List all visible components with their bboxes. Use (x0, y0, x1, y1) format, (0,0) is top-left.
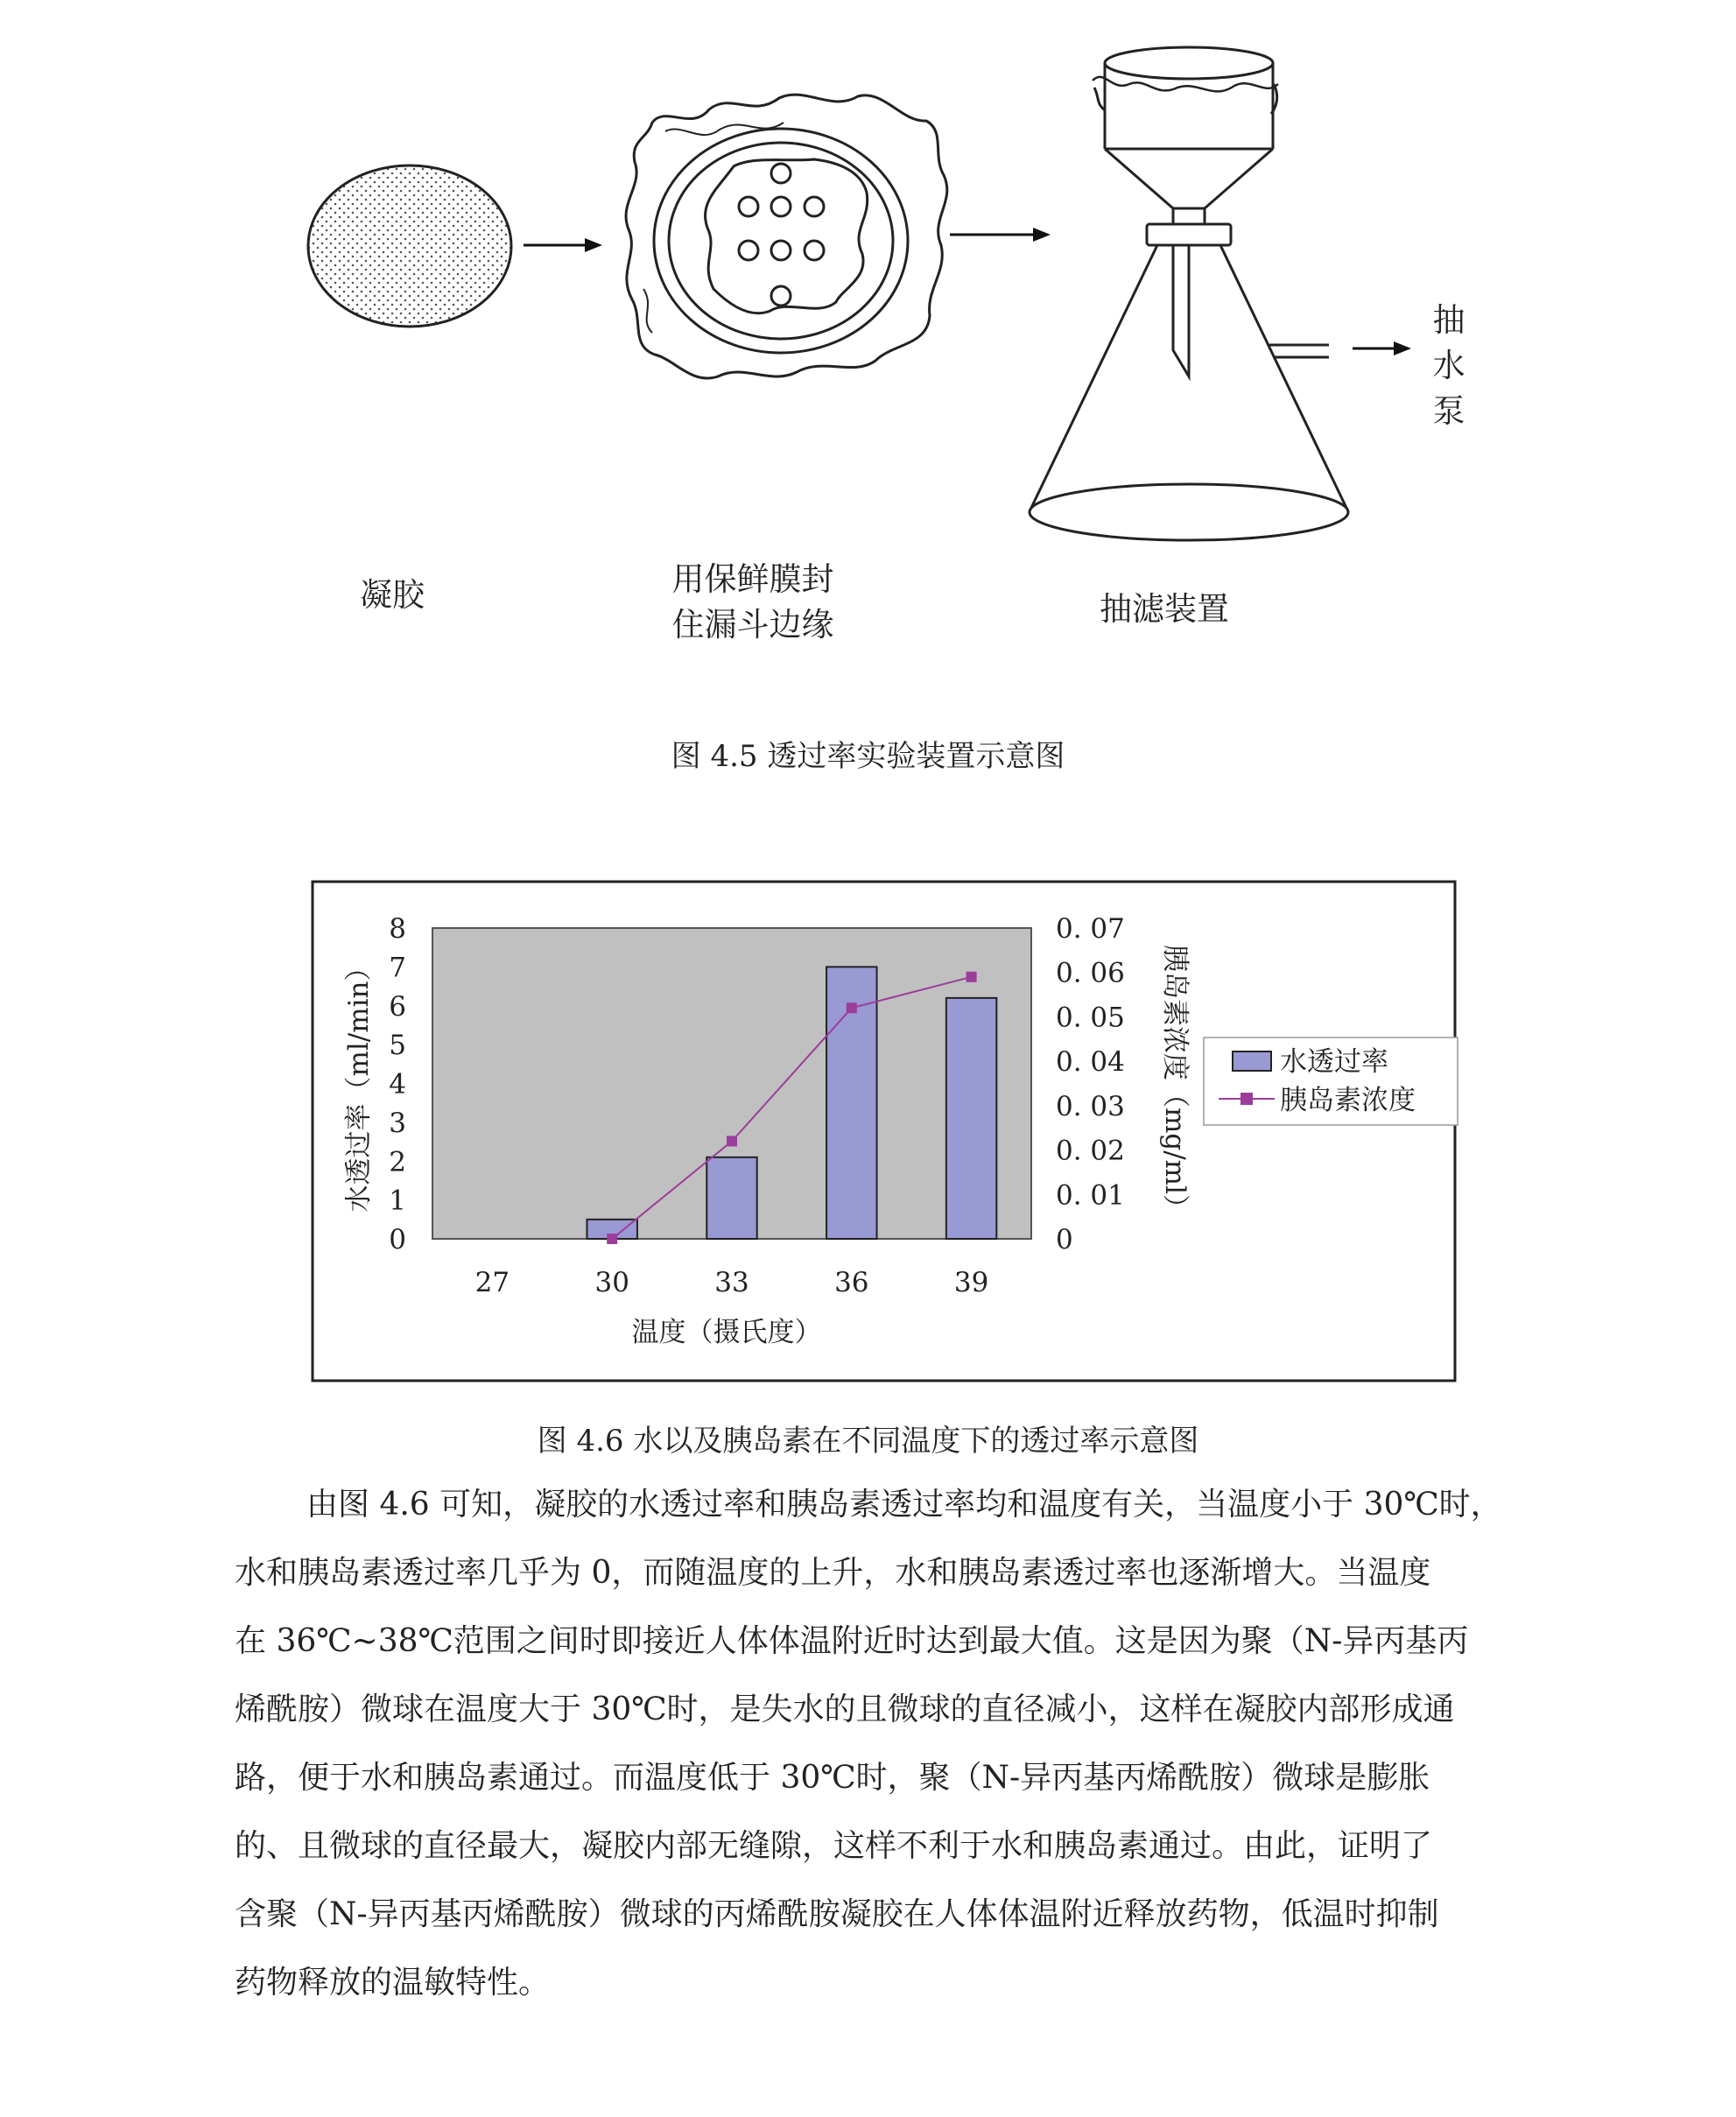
y-left-tick-label: 7 (389, 952, 406, 984)
arrow-right-icon (950, 228, 1051, 242)
suction-filter-apparatus-icon (1030, 47, 1348, 540)
y-right-tick-label: 0. 06 (1056, 957, 1125, 989)
y-right-tick-label: 0. 04 (1056, 1046, 1125, 1079)
legend-line-label: 胰岛素浓度 (1280, 1085, 1416, 1116)
legend-bar-swatch (1233, 1051, 1271, 1071)
y-left-tick-label: 4 (389, 1068, 406, 1101)
paragraph-line: 药物释放的温敏特性。 (235, 1965, 551, 2001)
x-tick-label: 33 (714, 1267, 749, 1298)
wrapped-funnel-icon (626, 95, 947, 378)
y-left-tick-label: 6 (389, 990, 406, 1023)
seal-funnel-label-line-2: 住漏斗边缘 (671, 606, 834, 644)
bar-water-permeability (706, 1157, 756, 1239)
gel-disc-icon (308, 165, 511, 327)
figure-4-5-diagram (0, 0, 1736, 700)
body-paragraph (235, 1471, 1557, 2017)
paragraph-line: 含聚（N-异丙基丙烯酰胺）微球的丙烯酰胺凝胶在人体体温附近释放药物，低温时抑制 (235, 1896, 1439, 1932)
y-left-tick-label: 1 (389, 1185, 406, 1217)
water-pump-label-char: 泵 (1432, 392, 1465, 430)
water-pump-label-char: 水 (1432, 347, 1465, 384)
y-right-tick-label: 0. 03 (1056, 1090, 1125, 1122)
y-left-tick-label: 8 (389, 913, 406, 945)
paragraph-line: 路，便于水和胰岛素通过。而温度低于 30℃时，聚（N-异丙基丙烯酰胺）微球是膨胀 (235, 1760, 1430, 1796)
y-right-tick-label: 0. 05 (1056, 1002, 1125, 1034)
figure-4-5-caption: 图 4.5 透过率实验装置示意图 (671, 739, 1065, 774)
y-left-tick-label: 5 (389, 1030, 406, 1062)
x-tick-label: 27 (474, 1267, 510, 1298)
water-pump-label (1427, 298, 1471, 434)
paragraph-line: 烯酰胺）微球在温度大于 30℃时，是失水的且微球的直径减小，这样在凝胶内部形成通 (235, 1691, 1455, 1727)
figure-4-6-caption: 图 4.6 水以及胰岛素在不同温度下的透过率示意图 (537, 1424, 1199, 1459)
point-insulin-concentration (607, 1234, 617, 1244)
legend-bar-label: 水透过率 (1280, 1046, 1388, 1078)
seal-funnel-label-line-1: 用保鲜膜封 (671, 560, 834, 598)
y-axis-right-label: 胰岛素浓度（mg/ml） (1159, 945, 1191, 1221)
x-tick-label: 36 (834, 1267, 869, 1298)
gel-label: 凝胶 (360, 576, 425, 614)
x-axis-label: 温度（摄氏度） (631, 1317, 822, 1348)
paragraph-line: 在 36℃~38℃范围之间时即接近人体体温附近时达到最大值。这是因为聚（N-异丙基丙 (235, 1623, 1469, 1659)
arrow-right-icon (1353, 341, 1411, 355)
arrow-right-icon (524, 238, 602, 252)
paragraph-line: 水和胰岛素透过率几乎为 0，而随温度的上升，水和胰岛素透过率也逐渐增大。当温度 (235, 1555, 1431, 1591)
y-left-tick-label: 3 (389, 1107, 406, 1139)
filter-apparatus-label: 抽滤装置 (1100, 590, 1229, 628)
legend-line-marker (1241, 1093, 1253, 1105)
point-insulin-concentration (847, 1002, 857, 1013)
point-insulin-concentration (966, 972, 977, 982)
water-pump-label-char: 抽 (1432, 301, 1465, 339)
seal-funnel-label (648, 557, 858, 648)
figure-4-6-chart (0, 867, 1736, 1392)
y-right-tick-label: 0. 01 (1056, 1179, 1125, 1212)
y-left-tick-label: 0 (389, 1224, 406, 1255)
chart-legend (1204, 1037, 1458, 1125)
y-right-tick-label: 0 (1056, 1224, 1073, 1255)
x-tick-label: 39 (953, 1267, 989, 1298)
bar-water-permeability (946, 998, 996, 1239)
x-tick-label: 30 (594, 1267, 629, 1298)
y-left-tick-label: 2 (389, 1146, 406, 1178)
y-axis-left-label: 水透过率（ml/min） (343, 953, 375, 1213)
paragraph-line: 由图 4.6 可知，凝胶的水透过率和胰岛素透过率均和温度有关，当温度小于 30℃时， (306, 1487, 1502, 1523)
y-right-tick-label: 0. 02 (1056, 1135, 1125, 1167)
paragraph-line: 的、且微球的直径最大，凝胶内部无缝隙，这样不利于水和胰岛素通过。由此，证明了 (235, 1828, 1433, 1864)
point-insulin-concentration (727, 1136, 737, 1146)
y-right-tick-label: 0. 07 (1056, 913, 1125, 945)
